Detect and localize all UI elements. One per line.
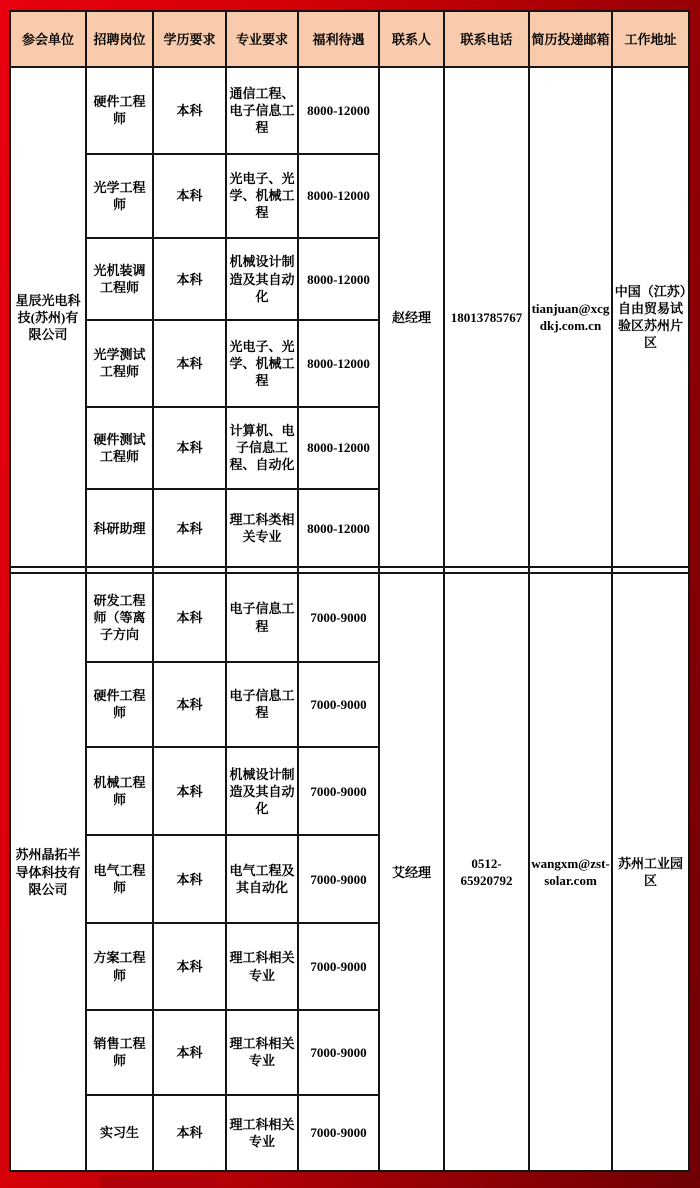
major-cell: 理工科相关专业 (226, 923, 298, 1010)
education-cell: 本科 (153, 154, 226, 238)
header-education: 学历要求 (153, 11, 226, 67)
table-header-row (10, 11, 689, 67)
salary-cell: 7000-9000 (298, 662, 379, 747)
position-cell: 实习生 (86, 1095, 153, 1171)
resume-email-cell: wangxm@zst-solar.com (529, 573, 612, 1171)
position-cell: 硬件测试工程师 (86, 407, 153, 489)
work-address-cell: 中国（江苏）自由贸易试验区苏州片区 (612, 67, 689, 567)
education-cell: 本科 (153, 238, 226, 320)
major-cell: 电子信息工程 (226, 573, 298, 661)
education-cell: 本科 (153, 1095, 226, 1171)
education-cell: 本科 (153, 835, 226, 922)
education-cell: 本科 (153, 662, 226, 747)
frame-brush-mark (100, 1176, 218, 1188)
salary-cell: 8000-12000 (298, 489, 379, 567)
education-cell: 本科 (153, 407, 226, 489)
major-cell: 机械设计制造及其自动化 (226, 238, 298, 320)
header-major: 专业要求 (226, 11, 298, 67)
contact-person-cell: 艾经理 (379, 573, 444, 1171)
major-cell: 电子信息工程 (226, 662, 298, 747)
major-cell: 电气工程及其自动化 (226, 835, 298, 922)
work-address-cell: 苏州工业园区 (612, 573, 689, 1171)
salary-cell: 7000-9000 (298, 923, 379, 1010)
education-cell: 本科 (153, 747, 226, 835)
header-company: 参会单位 (10, 11, 86, 67)
salary-cell: 8000-12000 (298, 407, 379, 489)
position-cell: 硬件工程师 (86, 67, 153, 153)
major-cell: 通信工程、电子信息工程 (226, 67, 298, 153)
major-cell: 理工科相关专业 (226, 1095, 298, 1171)
table-row (10, 573, 689, 661)
header-phone: 联系电话 (444, 11, 529, 67)
education-cell: 本科 (153, 923, 226, 1010)
contact-person-cell: 赵经理 (379, 67, 444, 567)
recruitment-table (9, 10, 690, 1172)
salary-cell: 7000-9000 (298, 1010, 379, 1094)
salary-cell: 8000-12000 (298, 320, 379, 406)
position-cell: 硬件工程师 (86, 662, 153, 747)
education-cell: 本科 (153, 573, 226, 661)
major-cell: 计算机、电子信息工程、自动化 (226, 407, 298, 489)
major-cell: 理工科类相关专业 (226, 489, 298, 567)
company-name-cell: 苏州晶拓半导体科技有限公司 (10, 573, 86, 1171)
resume-email-cell: tianjuan@xcgdkj.com.cn (529, 67, 612, 567)
table-row (10, 67, 689, 153)
position-cell: 光机装调工程师 (86, 238, 153, 320)
salary-cell: 7000-9000 (298, 747, 379, 835)
position-cell: 销售工程师 (86, 1010, 153, 1094)
position-cell: 方案工程师 (86, 923, 153, 1010)
header-contact: 联系人 (379, 11, 444, 67)
salary-cell: 8000-12000 (298, 67, 379, 153)
header-position: 招聘岗位 (86, 11, 153, 67)
salary-cell: 7000-9000 (298, 573, 379, 661)
salary-cell: 7000-9000 (298, 1095, 379, 1171)
major-cell: 光电子、光学、机械工程 (226, 320, 298, 406)
contact-phone-cell: 0512-65920792 (444, 573, 529, 1171)
salary-cell: 7000-9000 (298, 835, 379, 922)
major-cell: 理工科相关专业 (226, 1010, 298, 1094)
education-cell: 本科 (153, 67, 226, 153)
company-name-cell: 星辰光电科技(苏州)有限公司 (10, 67, 86, 567)
position-cell: 光学工程师 (86, 154, 153, 238)
position-cell: 光学测试工程师 (86, 320, 153, 406)
education-cell: 本科 (153, 489, 226, 567)
position-cell: 科研助理 (86, 489, 153, 567)
position-cell: 研发工程师（等离子方向 (86, 573, 153, 661)
position-cell: 机械工程师 (86, 747, 153, 835)
salary-cell: 8000-12000 (298, 154, 379, 238)
education-cell: 本科 (153, 1010, 226, 1094)
major-cell: 光电子、光学、机械工程 (226, 154, 298, 238)
salary-cell: 8000-12000 (298, 238, 379, 320)
contact-phone-cell: 18013785767 (444, 67, 529, 567)
education-cell: 本科 (153, 320, 226, 406)
header-address: 工作地址 (612, 11, 689, 67)
header-salary: 福利待遇 (298, 11, 379, 67)
position-cell: 电气工程师 (86, 835, 153, 922)
major-cell: 机械设计制造及其自动化 (226, 747, 298, 835)
header-email: 简历投递邮箱 (529, 11, 612, 67)
